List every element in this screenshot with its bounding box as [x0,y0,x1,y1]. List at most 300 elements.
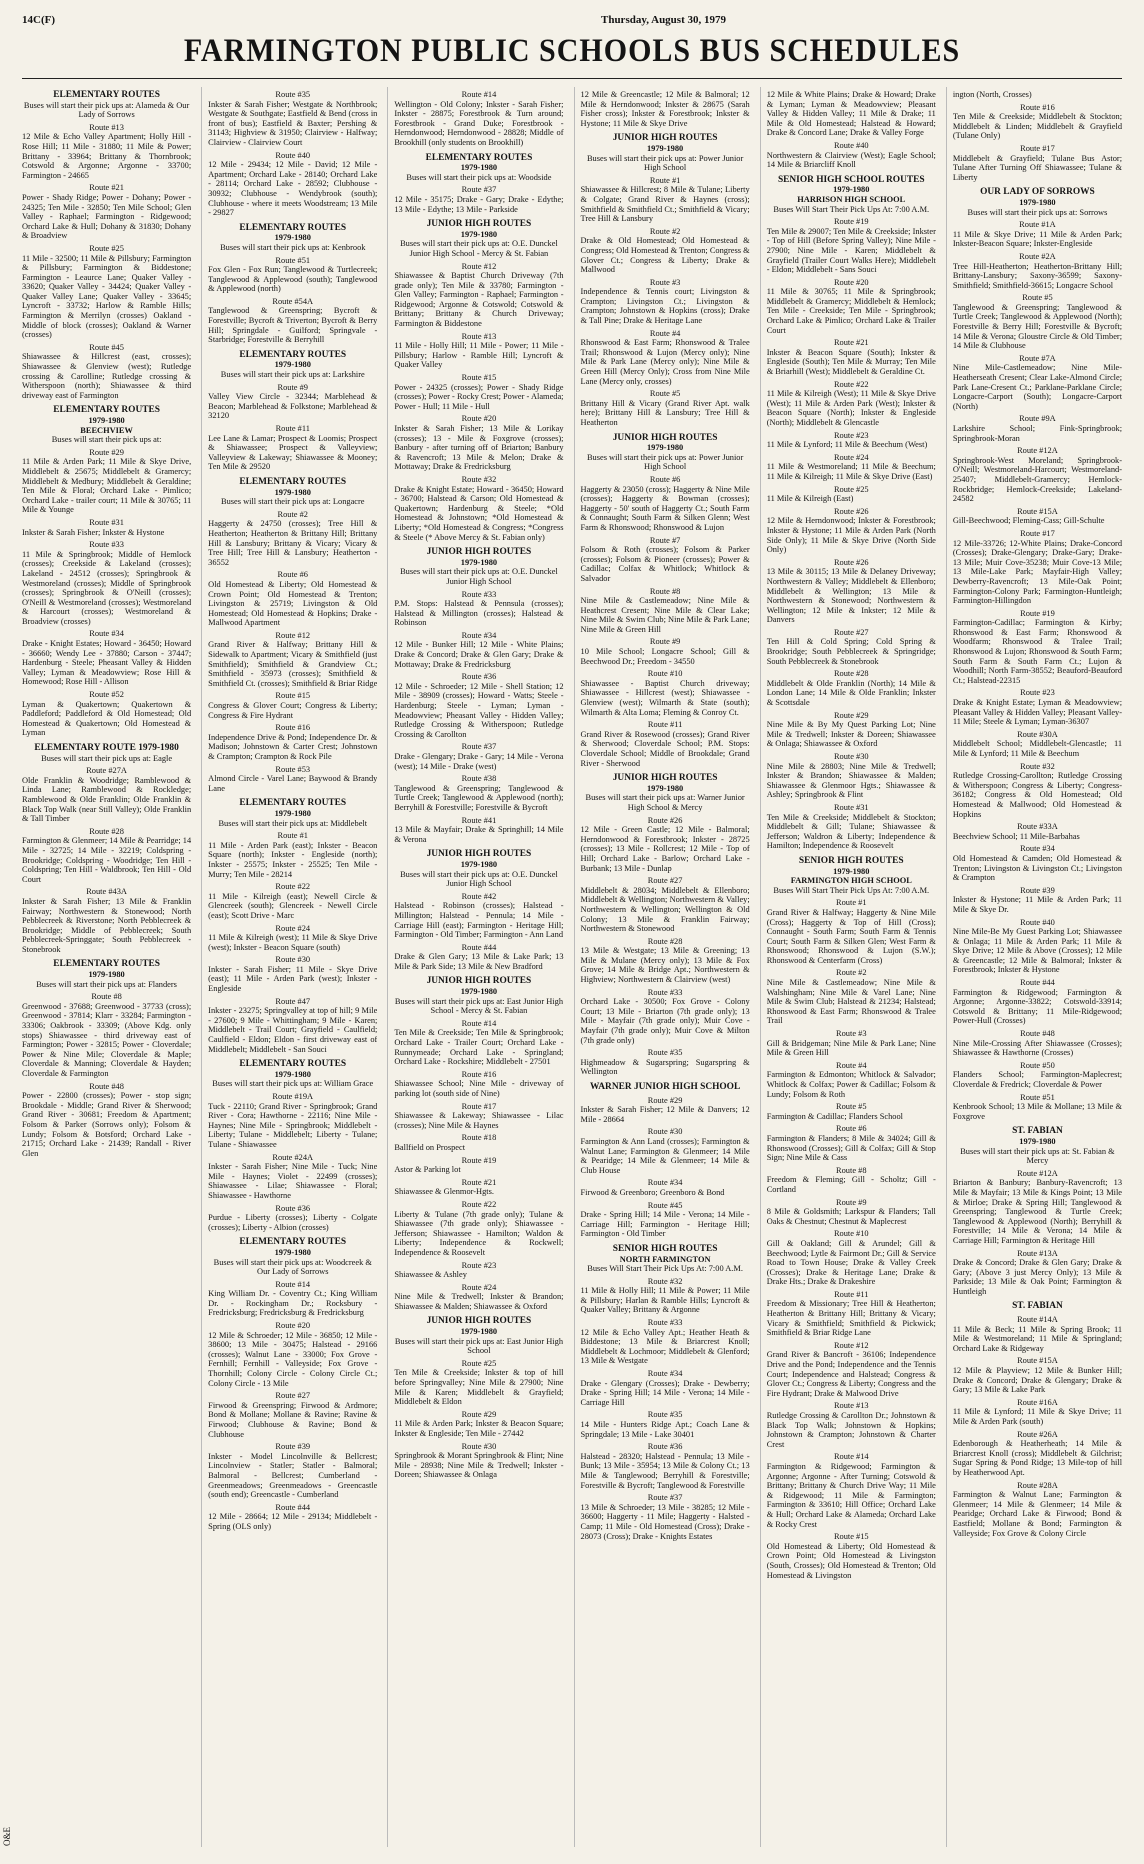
route-entry [767,628,936,666]
route-entry [953,414,1122,443]
route-stops: 11 Mile & Beck; 11 Mile & Spring Brook; 11 Mile & Westmoreland; 11 Mile & Springland; Orchard Lake & Ridgeway [952,1324,1123,1353]
section-title: JUNIOR HIGH ROUTES [426,219,532,230]
route-stops: 11 Mile - Kilreigh (east); Newell Circle & Glencreek (south); Glencreek - Newell Circle (east); Scott Drive - Marc [208,891,378,920]
route-stops: Orchard Lake - 30500; Fox Grove - Colony Court; 13 Mile - Briarton (7th grade only); 13 Mile - Mayfair (7th grade only); Muir Cove - Mayfair (7th grade only); Muir Cove & Milton (7th grade only) [580,997,750,1045]
route-stops: 12 Mile & Herndonwood; Inkster & Forestbrook; Inkster & Hystone; 11 Mile & Arden Park (North Side Only); 11 Mile & Skye Drive (North Side Only) [766,516,936,555]
route-name: Route #6 [836,1124,867,1134]
route-entry [581,1178,750,1197]
route-stops: Old Homestead & Liberty; Old Homestead & Crown Point; Old Homestead & Trenton; Livingston & 25719; Livingston & Old Homestead; Old Homestead & Hopkins; Drake - Mallwood Apartment [208,579,378,628]
route-name: Route #6 [277,570,308,580]
route-entry [394,475,563,542]
route-stops: Nine Mile-Castlemeadow; Nine Mile-Heatherseath Cresent; Clear Lake-Almond Circle; Park Lane-Cresent Ct.; Parklane-Parklane Circle; Longacre-Carport (South); Longacre-Carport (North) [952,363,1123,411]
route-name: Route #27 [647,876,683,886]
schedule-section [22,91,191,400]
route-name: Route #52 [89,690,124,700]
route-stops: Middlebelt & Grayfield; Tulane Bus Astor; Tulane After Turning Off Shiawassee; Tulane & Liberty [952,153,1123,182]
route-name: Route #44 [275,1502,311,1512]
route-entry [394,892,563,940]
section-note: Buses will start their pick ups at: O.E. Dunckel Junior High School [400,869,558,889]
route-name: Route #12 [461,261,497,271]
schedule-section [208,90,377,218]
route-name: Route #37 [461,185,497,195]
route-stops: Shiawassee & Hillcrest; 8 Mile & Tulane; Liberty & Colgate; Grand River & Haynes (cross); Smithfield & Smithfield Ct.; Smithfield & Vicary; Tree Hill & Lansbury [580,185,750,224]
route-stops: Drake - Glengary; Drake - Gary; 14 Mile - Verona (west); 14 Mile - Drake (west) [394,752,564,771]
schedule-section [581,774,750,1077]
route-entry [394,672,563,739]
route-entry [953,762,1122,820]
route-entry [581,637,750,666]
route-stops: Greenwood - 37688; Greenwood - 37733 (cross); Greenwood - 37814; Klarr - 33284; Farmington - 33306; Oakbrook - 33309; (Above Kdg. only stops) Shiawassee - third driveway east of Farmington; Power - 32815; Power - Cloverdale; Power & Nine Mile; Cloverdale & Maple; Cloverdale & Manning; Cloverdale & Hayden; Cloverdale & Farmington [22,1001,192,1078]
route-name: Route #33A [1017,822,1058,832]
route-stops: Rutledge Crossing & Carollton Dr.; Johnstown & Black Top Walk; Johnstown & Hopkins; Johnstown & Crampton; Johnstown & Charter Crest [766,1411,936,1449]
route-stops: Astor & Parking lot [394,1165,461,1175]
schedule-section [394,977,563,1311]
route-name: Route #27A [86,766,127,776]
schedule-section [22,406,191,738]
route-name: Route #16A [1017,1397,1058,1407]
route-stops: Ten Mile & Creekside; Middlebelt & Stockton; Middlebelt & Gill; Tulane; Shiawassee & Jefferson; Waldron & Liberty; Independence & Hamilton; Independence & Roosevelt [766,812,936,851]
section-title: OUR LADY OF SORROWS [980,187,1095,198]
route-name: Route #32 [1020,761,1055,771]
section-title: JUNIOR HIGH ROUTES [426,1316,532,1327]
route-name: Route #44 [461,942,497,952]
route-name: Route #30 [275,955,311,965]
route-entry [22,244,191,340]
section-year: 1979-1980 [646,143,684,153]
route-name: Route #31 [89,517,124,527]
schedule-columns [22,87,1122,1847]
route-entry [953,886,1122,915]
route-entry [767,669,936,707]
route-entry [208,1503,377,1532]
section-note: Buses will start their pick ups at: Alameda & Our Lady of Sorrows [23,100,190,120]
section-year: 1979-1980 [460,859,498,869]
route-entry [581,1493,750,1541]
route-name: Route #15 [275,691,311,701]
section-note: Buses will start their pick ups at: Power Junior High School [586,452,744,472]
route-stops: Nine Mile & Castlemeadow; Nine Mile & Heathcrest Cresent; Nine Mile & Clear Lake; Nine Mile & Swim Club; Nine Mile & Park Lane; Nine Mile & Green Hill [580,596,750,634]
route-entry [767,1229,936,1287]
route-stops: 12 Mile & Echo Valley Apartment; Holly Hill - Rose Hill; 11 Mile - 31880; 11 Mile & Power; Brittany - 33964; Brittany & Thornbrook; Cotswold & Argonne; Argonne - 33700; Farmington - 24665 [22,132,192,180]
route-name: Route #17 [1020,528,1055,538]
route-name: Route #21 [89,183,124,193]
route-name: Route #5 [836,1102,867,1112]
route-entry [581,329,750,387]
route-name: Route #19A [272,1092,314,1101]
route-stops: Farmington & Flanders; 8 Mile & 34024; Gill & Rhonswood (Crosses); Gill & Colfax; Gill & Stop Sign; Nine Mile & Cass [766,1133,936,1163]
route-entry [953,822,1122,841]
section-year: 1979-1980 [1019,1136,1056,1146]
section-note: Buses will start their pick ups at: Longacre [221,497,365,507]
route-entry [953,446,1122,504]
route-stops: Drake & Knight Estate; Lyman & Meadowview; Pleasant Valley & Hidden Valley; Pleasant Valley-11 Mile; Steele & Lyman; Lyman-36307 [952,698,1123,727]
route-entry [767,1290,936,1338]
route-entry [208,424,377,472]
route-name: Route #15 [461,373,497,383]
route-stops: Inkster - 23275; Springvalley at top of hill; 9 Mile - 27600; 9 Mile - Whittingham; 9 Mile - Karen; Middlebelt - Trail Court; Grayfield - Caulfield; Caulfield - Eldon; Eldon - first driveway east of Middlebelt; Middlebelt - San Souci [208,1006,378,1054]
route-name: Route #35 [275,90,311,99]
schedule-section [394,850,563,971]
route-stops: Independence & Tennis court; Livingston & Crampton; Livingston Ct.; Livingston & Crampton; Johnstown & Hopkins (cross); Drake & Tall Pine; Drake & Heritage Lane [580,287,750,326]
route-name: Route #48 [1020,1029,1055,1039]
route-stops: 11 Mile & Lynford; 11 Mile & Beechum (West) [766,440,928,450]
route-stops: Tree Hill-Heatherton; Heatherton-Brittany Hill; Brittany-Lansbury; Saxony-36599; Saxony-Smithfield; Smithfield-36615; Longacre School [952,261,1123,290]
route-entry [208,1280,377,1318]
route-entry [581,389,750,427]
route-stops: Ten Mile & Creekside; Middlebelt & Stockton; Middlebelt & Linden; Middlebelt & Grayfield (Tulane Only) [952,112,1123,141]
route-stops: Rutledge Crossing-Carollton; Rutledge Crossing & Witherspoon; Congress & Liberty; Congress-36182; Congress & Old Homestead; Old Homestead & Mallwood; Old Homestead & Hopkins [952,771,1123,819]
section-year: 1979-1980 [88,416,125,425]
route-stops: Drake - Spring Hill; 14 Mile - Verona; 14 Mile - Carriage Hill; Farmington - Heritage Hill; Farmington - Old Timber [580,1210,750,1239]
route-stops: Inkster & Sarah Fisher; Inkster & Hystone [22,527,165,537]
route-stops: Folsom & Roth (crosses); Folsom & Parker (crosses); Folsom & Pioneer (crosses); Power & Cadillac; Colfax & Whitlock; Whitlock & Salvador [580,545,750,583]
route-name: Route #17 [461,1101,497,1111]
route-entry [394,1200,563,1258]
route-name: Route #1 [277,831,308,841]
section-title: JUNIOR HIGH ROUTES [612,773,718,784]
route-name: Route #10 [647,669,683,679]
route-name: Route #45 [89,342,124,352]
route-entry [22,183,191,241]
route-name: Route #3 [649,277,681,287]
route-name: Route #23 [833,430,869,440]
section-note: Buses Will Start Their Pick Ups At: 7:00 A.M. [773,204,930,214]
route-stops: 11 Mile & Skye Drive; 11 Mile & Arden Park; Inkster-Beacon Square; Inkster-Engleside [952,229,1123,249]
route-name: Route #40 [833,140,869,150]
route-name: Route #11 [834,1289,869,1299]
route-name: Route #42 [461,891,497,901]
section-note: Buses Will Start Their Pick Ups At: 7:00 A.M. [587,1264,743,1274]
route-name: Route #33 [89,540,124,550]
route-entry [953,90,1122,100]
route-name: Route #25 [89,243,124,253]
route-stops: Nine Mile & Tredwell; Inkster & Brandon; Shiawassee & Malden; Shiawassee & Oxford [394,1292,564,1311]
schedule-section [767,857,936,1580]
route-entry [767,453,936,482]
route-name: Route #29 [89,447,124,457]
route-stops: Old Homestead & Liberty; Old Homestead & Crown Point; Old Homestead & Livingston (South, Crosses); Old Homestead & Trenton; Old Homestead & Livingston [766,1541,936,1580]
route-name: Route #30 [833,752,869,761]
section-note: Buses will start their pick ups at: [51,435,162,445]
route-stops: Highmeadow & Sugarspring; Sugarspring & Wellington [580,1057,750,1077]
route-stops: King William Dr. - Coventry Ct.; King William Dr. - Rockingham Dr.; Rocksbury - Fredricksburg; Fredricksburg & Fredricksburg [208,1289,378,1318]
route-name: Route #28 [89,826,124,836]
route-name: Route #45 [647,1200,683,1210]
route-name: Route #1 [836,898,867,908]
route-stops: Tanglewood & Greenspring; Bycroft & Forestville; Bycroft & Triverton; Bycroft & Berry Hill; Springdale - Guilford; Springvale - Starbridge; Forestville & Berryhill [208,306,378,345]
route-stops: 12 Mile & Schroeder; 12 Mile - 36850; 12 Mile - 38600; 13 Mile - 30475; Halstead - 29166 (crosses); Walnut Lane - 33000; Fox Grove - Fernhill; Fernhill - Valleyside; Fox Grove - Thornhill; Colony Circle - Colony Circle Ct.; Colony Circle - 13 Mile [208,1330,378,1388]
route-entry [208,831,377,879]
section-year: 1979-1980 [646,443,684,453]
route-name: Route #34 [647,1369,683,1379]
route-entry [953,507,1122,526]
route-stops: Inkster & Sarah Fisher; 13 Mile & Lorikay (crosses); 13 - Mile & Foxgrove (crosses); Banbury - after turning off of Briarton; Banbury & Ravencroft; 13 Mile & Melon; Drake & Mottaway; Drake & Fredricksburg [394,424,564,472]
route-entry [394,332,563,370]
route-stops: ington (North, Crosses) [952,90,1032,99]
route-stops: Nine Mile-Crossing After Shiawassee (Crosses); Shiawassee & Hawthorne (Crosses) [952,1038,1123,1058]
route-entry [767,1401,936,1449]
section-note: Buses will start their pick ups at: East Junior High School - Mercy & St. Fabian [394,996,564,1016]
route-stops: Freedom & Fleming; Gill - Scholtz; Gill - Cortland [766,1175,936,1194]
route-entry [581,90,750,128]
route-stops: Middlebelt & 28034; Middlebelt & Ellenboro; Middlebelt & Wellington; Northwestern & Valley; Northwestern & Wellington; Wellington & Old Colony; 13 Mile & Franklin Fairway; Northwestern & Stonewood [580,885,750,934]
route-entry [767,1102,936,1121]
route-name: Route #8 [649,586,681,596]
route-stops: Power - Shady Ridge; Power - Dohany; Power - 24325; Ten Mile - 32850; Ten Mile School; Glen Valley - Raphael; Farmington - Ridgewood; Orchard Lake & Hull; Dohany & 31830; Dohany & Broadview [22,192,192,241]
route-entry [208,631,377,689]
route-name: Route #44 [1020,978,1055,988]
route-name: Route #43A [86,887,127,897]
route-stops: 13 Mile & Westgate; 13 Mile & Greening; 13 Mile & Mulane (Mercy only); 13 Mile & Fox Grove; 14 Mile & Bridge Apt.; Northwestern & Highview; Northwestern & Clairview (west) [580,946,750,985]
route-name: Route #21 [461,1177,497,1187]
route-name: Route #3 [836,1029,867,1039]
route-stops: Freedom & Missionary; Tree Hill & Heatherton; Heatherton & Brittany Hill; Brittany & Vicary; Vicary & Smithfield; Smithfield & Pickwick; Smithfield & Briar Ridge Lane [766,1299,936,1338]
route-stops: Old Homestead & Camden; Old Homestead & Trenton; Livingston & Livingston Ct.; Livingston & Crampton [952,853,1123,883]
route-stops: Shiawassee School; Nine Mile - driveway of parking lot (south side of Nine) [394,1079,564,1098]
section-note: Buses will start their pick ups at: Sorrows [967,207,1108,217]
side-mark: O&E [2,1827,12,1846]
route-stops: Briarton & Banbury; Banbury-Ravencroft; 13 Mile & Mayfair; 13 Mile & Kings Point; 13 Mile & Mirloe; Drake & Spring Hill; Tanglewood & Greenspring; Tanglewood & Turtle Creek; Tanglewood & Applewood (North); Berryhill & Forestville; 14 Mile & Verona; 14 Mile & Carriage Hill; Farmington & Heritage Hill [952,1178,1123,1245]
section-title: ELEMENTARY ROUTES [425,152,533,163]
route-name: Route #2 [649,226,681,236]
section-title: ELEMENTARY ROUTE 1979-1980 [34,743,179,753]
route-stops: Inkster - Sarah Fisher; 11 Mile - Skye Drive (east); 11 Mile - Arden Park (west); Inkster - Engleside [208,964,378,994]
route-entry [208,1442,377,1500]
route-name: Route #34 [1020,844,1055,854]
route-name: Route #40 [1020,917,1055,927]
route-entry [394,1442,563,1480]
route-stops: Fox Glen - Fox Run; Tanglewood & Turtlecreek; Tanglewood & Applewood (south); Tanglewood & Applewood (north) [208,265,378,294]
route-stops: Purdue - Liberty (crosses); Liberty - Colgate (crosses); Liberty - Albion (crosses) [208,1213,378,1232]
section-year: 1979-1980 [646,783,684,793]
publication-date: Thursday, August 30, 1979 [600,14,726,26]
route-entry [953,688,1122,726]
route-stops: Shiawassee & Baptist Church Driveway (7th grade only); Ten Mile & 33780; Farmington - Glen Valley; Farmington - Raphael; Farmington - Ridgewood; Argonne & Cotswold; Cotswold & Brittany; Brittany & Church Driveway; Farmington & Biddestone [394,271,564,329]
route-name: Route #38 [461,774,497,784]
route-name: Route #22 [833,379,869,389]
route-stops: Larkshire School; Fink-Springbrook; Springbrook-Moran [952,424,1123,443]
route-entry [22,1082,191,1159]
route-entry [581,1442,750,1490]
route-stops: 11 Mile & Westmoreland; 11 Mile & Beechum; 11 Mile & Kilreigh; 11 Mile & Skye Drive (East) [766,462,936,481]
route-name: Route #30 [647,1127,683,1137]
section-title: JUNIOR HIGH ROUTES [426,849,532,860]
section-school: HARRISON HIGH SCHOOL [797,194,906,204]
column-2 [201,87,377,1847]
route-stops: Valley View Circle - 32344; Marblehead & Beacon; Marblehead & Folkstone; Marblehead & 32120 [208,392,378,421]
column-6 [946,87,1122,1847]
route-entry [767,1166,936,1195]
route-entry [394,943,563,972]
route-stops: 12 Mile - 29434; 12 Mile - David; 12 Mile - Apartment; Orchard Lake - 28140; Orchard Lake - 28114; Orchard Lake - 28592; Clubhouse - 30932; Clubhouse - Wendybrook (south); Clubhouse - where it meets Woodstream; 13 Mile - 29827 [208,160,378,218]
route-name: Route #13A [1017,1248,1058,1258]
route-stops: Tanglewood & Greenspring; Tanglewood & Turtle Creek; Tanglewood & Applewood (north); Berryhill & Forestville; Forestville & Bycroft [394,783,564,812]
route-entry [953,730,1122,759]
route-stops: Farmington & Cadillac; Flanders School [766,1111,903,1121]
route-entry [581,988,750,1046]
route-entry [208,1092,377,1150]
route-entry [208,955,377,993]
route-name: Route #12 [275,630,311,640]
route-name: Route #35 [647,1048,683,1058]
route-name: Route #6 [649,474,681,484]
route-entry [581,1410,750,1439]
route-entry [767,1029,936,1058]
route-entry [394,1133,563,1152]
route-name: Route #21 [833,338,869,348]
section-note: Buses will start their pick ups at: William Grace [212,1079,374,1089]
route-name: Route #25 [461,1358,497,1368]
route-stops: Kenbrook School; 13 Mile & Mollane; 13 Mile & Foxgrove [952,1102,1123,1121]
route-name: Route #29 [647,1095,683,1105]
route-entry [208,90,377,148]
route-entry [581,278,750,326]
route-stops: Gill-Beechwood; Fleming-Cass; Gill-Schulte [952,516,1105,526]
route-stops: Nine Mile & Castlemeadow; Nine Mile & Walshingham; Nine Mile & Varel Lane; Nine Mile & Swim Club; Halstead & 21234; Halstead; Rhonswood & East Farm; Rhonswood & Tralee Trail [766,978,936,1026]
route-entry [767,1198,936,1227]
route-stops: Inkster - Sarah Fisher; Nine Mile - Tuck; Nine Mile - Haynes; Violet - 22499 (crosses); Shiawassee - Lilae; Shiawassee - Floral; Shiawassee - Hawthorne [208,1162,378,1200]
route-stops: 12 Mile - Bunker Hill; 12 Mile - White Plains; Drake & Concord; Drake & Glen Gary; Drake & Mottaway; Drake & Fredricksburg [394,640,564,669]
route-name: Route #36 [275,1203,311,1213]
section-title: ELEMENTARY ROUTES [239,349,347,360]
route-stops: Grand River & Halfway; Haggerty & Nine Mile (Cross); Haggerty & Top of Hill (Cross); Connaught - South Farm; South Farm & Tennis Court; South Farm & Silken Glen; West Farm & Rhonswood; Rhonswood & Lujon (S.W.); Rhonswood & Centerfarm (Cross) [766,907,936,965]
route-entry [767,431,936,450]
section-year: 1979-1980 [833,866,870,876]
section-note: Buses will start their pick ups at: O.E. Dunckel Junior High School - Mercy & St. Fabian [400,239,558,258]
route-stops: Grand River & Rosewood (crosses); Grand River & Sherwood; Cloverdale School; P.M. Stops: Cloverdale School; Middle of Brookdale; Grand River - Sherwood [580,729,750,768]
route-stops: Ballfield on Prospect [394,1142,466,1152]
route-stops: Nine Mile-Be My Guest Parking Lot; Shiawassee & Onlaga; 11 Mile & Arden Park; 11 Mile & Skye Drive; 12 Mile & Above (Crosses); 12 Mile & Greencastle; 12 Mile & Balmoral; Inkster & Forestbrook; Inkster & Hystone [952,927,1123,975]
route-entry [767,278,936,336]
route-entry [767,485,936,504]
section-note: Buses will start their pick ups at: Woodcreek & Our Lady of Sorrows [213,1257,372,1277]
schedule-section [767,176,936,851]
route-stops: Farmington-Cadillac; Farmington & Kirby; Rhonswood & East Farm; Rhonswood & Woodfarm; Rhonswood & Tralee Trail; Rhonswood & Lujon; Rhonswood & South Farm; South Farm & South Farm Ct.; Lujon & Woodhill; North Farm-38552; Beauford-Beauford Ct.; Halstead-22315 [952,618,1123,685]
route-stops: 12 Mile & Playview; 12 Mile & Bunker Hill; Drake & Concord; Drake & Glengary; Drake & Gary; 13 Mile & Lake Park [952,1366,1123,1395]
section-title: ST. FABIAN [1012,1126,1063,1137]
section-title: ELEMENTARY ROUTES [53,405,160,416]
route-stops: 12 Mile & Greencastle; 12 Mile & Balmoral; 12 Mile & Herndonwood; Inkster & 28675 (Sarah Fisher cross); Inkster & Forestbrook; Inkster & Hystone; 11 Mile & Skye Drive [580,90,750,128]
route-name: Route #26 [647,815,683,825]
route-stops: 12 Mile & White Plains; Drake & Howard; Drake & Lyman; Lyman & Meadowview; Pleasant Valley & Hidden Valley; 11 Mile & Drake; 11 Mile & Old Homestead; Halstead & Howard; Drake & Concord Lane; Drake & Valley Forge [766,90,936,138]
route-name: Route #34 [89,629,124,639]
route-stops: Haggerty & 23050 (cross); Haggerty & Nine Mile (crosses); Haggerty & Bowman (crosses); Haggerty - 50' south of Haggerty Ct.; South Farm & Connaught; South Farm & Silken Glenn; West Farm & Rhonswood; Rhonswood & Lujon [580,484,750,532]
route-stops: Congress & Glover Court; Congress & Liberty; Congress & Fire Hydrant [208,701,378,720]
route-name: Route #48 [89,1081,124,1091]
section-year: 1979-1980 [274,1069,311,1079]
route-name: Route #23 [1020,688,1055,698]
schedule-section [581,1083,750,1239]
route-name: Route #12A [1017,446,1058,456]
route-entry [953,1093,1122,1122]
route-name: Route #9A [1019,414,1056,424]
route-entry [22,887,191,954]
column-5 [760,87,936,1847]
route-entry [767,752,936,800]
route-stops: 11 Mile - Arden Park (east); Inkster - Beacon Square (north); Inkster - Engleside (north); Inkster - 25575; Inkster - 25525; Ten Mile - Murry; Ten Mile - 28214 [208,840,378,879]
section-note: Buses will start their pick ups at: Kenbrook [220,242,366,252]
route-stops: 11 Mile & Kilreigh (East) [766,494,854,504]
route-name: Route #47 [275,996,311,1006]
section-note: Buses will start their pick ups at: Woodside [406,172,552,182]
header-rule [22,78,1122,79]
route-stops: Grand River & Halfway; Brittany Hill & Sidewalk to Apartment; Vicary & Smithfield (just Smithfield); Smithfield & Grandview Ct.; Smithfield - 35973 (crosses); Smithfield & Smithfield Ct. (crosses); Smithfield & Briar Ridge [208,640,378,688]
route-name: Route #28 [833,669,869,679]
route-name: Route #19 [461,1155,497,1165]
section-note: Buses will start their pick ups at: East Junior High School [394,1336,564,1356]
schedule-section [581,1245,750,1541]
route-name: Route #26 [833,557,869,567]
route-entry [953,918,1122,976]
route-stops: Rhonswood & East Farm; Rhonswood & Tralee Trail; Rhonswood & Lujon (Mercy only); Nine Mile & Park Lane (Mercy only); Nine Mile & Green Hill (Mercy Only); Cross from Nine Mile Lane (Mercy only, crosses) [580,338,750,386]
route-name: Route #32 [461,474,497,484]
route-name: Route #28A [1017,1480,1058,1490]
route-stops: Halstead - 28320; Halstead - Pennula; 13 Mile - Bunk; 13 Mile - 35954; 13 Mile & Colony Ct.; 13 Mile & Tanglewood; Berryhill & Forestville; Forestville & Bycroft; Tanglewood & Forestville [580,1451,750,1490]
route-name: Route #39 [275,1442,311,1452]
section-title: SENIOR HIGH ROUTES [612,1243,718,1254]
route-entry [767,507,936,555]
route-name: Route #1A [1019,220,1056,230]
route-name: Route #16 [461,1069,497,1079]
route-stops: Power - 24325 (crosses); Power - Shady Ridge (crosses); Power - Rocky Crest; Power - Alameda; Power - Hull; 11 Mile - Hull [394,382,564,411]
route-entry [22,518,191,537]
route-stops: Tuck - 22110; Grand River - Springbrook; Grand River - Cora; Hawthorne - 22116; Nine Mile - Haynes; Nine Mile - Springbrook; Middlebelt - Liberty; Tulane - Middlebelt; Liberty - Tulane; Tulane - Shiawassee [208,1101,378,1149]
route-stops: 12 Mile - 35175; Drake - Gary; Drake - Edythe; 13 Mile - Edythe; 13 Mile - Parkside [394,194,564,214]
route-stops: Olde Franklin & Woodridge; Ramblewood & Linda Lane; Ramblewood & Rockledge; Ramblewood & Olde Franklin; Olde Franklin & Black Top Walk (near Still Valley); Olde Franklin & Tall Timber [22,775,192,824]
route-stops: Flanders School; Farmington-Maplecrest; Cloverdale & Fredrick; Cloverdale & Power [952,1070,1123,1089]
route-stops: Power - 22800 (crosses); Power - stop sign; Brookdale - Middle; Grand River & Sherwood; Grand River - 30681; Freedom & Apartment; Folsom & Parker (Sorrows only); Folsom & Lundy; Folsom & Botsford; Orchard Lake - 21715; Orchard Lake - 21439; Randall - River Glen [22,1091,192,1158]
route-name: Route #15A [1017,1356,1058,1366]
route-name: Route #36 [461,672,497,682]
section-title: ELEMENTARY ROUTES [53,959,160,970]
route-stops: Wellington - Old Colony; Inkster - Sarah Fisher; Inkster - 28875; Forestbrook & Turn around; Forestbrook - Grand Duke; Forestbrook - Herndonwood; Herndonwood - 28828; Middle of Brookhill (only students on Brookhill) [394,99,564,147]
route-entry [767,217,936,275]
route-name: Route #1 [649,175,681,185]
route-name: Route #54A [272,296,314,306]
route-stops: Farmington & Walnut Lane; Farmington & Glenmeer; 14 Mile & Glenmeer; 14 Mile & Pearidge; Orchard Lake & Firwood; Bond & Eastfield; Mollane & Bond; Farmington & Valleyside; Fox Grove & Colony Circle [952,1490,1123,1538]
route-entry [394,1261,563,1280]
section-year: 1979-1980 [460,1327,498,1337]
route-name: Route #19 [833,217,869,227]
route-entry [394,90,563,148]
route-name: Route #7A [1019,353,1056,363]
route-name: Route #23 [461,1260,497,1270]
route-entry [581,1048,750,1077]
route-entry [394,185,563,214]
route-entry [394,1283,563,1312]
schedule-section [394,220,563,542]
route-entry [953,1481,1122,1539]
route-entry [581,669,750,717]
route-entry [953,1398,1122,1427]
route-entry [953,220,1122,249]
column-4 [574,87,750,1847]
section-title: ELEMENTARY ROUTES [239,476,347,487]
route-name: Route #14 [461,1018,497,1028]
route-name: Route #27 [833,627,869,637]
section-note: Buses will start their pick ups at: St. Fabian & Mercy [960,1146,1115,1166]
route-name: Route #25 [833,484,869,494]
route-entry [953,293,1122,351]
route-stops: Lyman & Quakertown; Quakertown & Paddleford; Paddleford & Old Homestead; Old Homestead & Quakertown; Old Homestead & Lyman [22,699,192,738]
section-title: ELEMENTARY ROUTES [239,1059,347,1070]
route-name: Route #33 [461,589,497,599]
route-entry [767,968,936,1026]
route-stops: Springbrook & Morant Springbrook & Flint; Nine Mile - 28938; Nine Mile & Tredwell; Inkster - Doreen; Shiawassee & Onlaga [394,1451,564,1480]
route-entry [208,1321,377,1388]
route-name: Route #17 [1020,143,1055,153]
route-entry [208,151,377,218]
